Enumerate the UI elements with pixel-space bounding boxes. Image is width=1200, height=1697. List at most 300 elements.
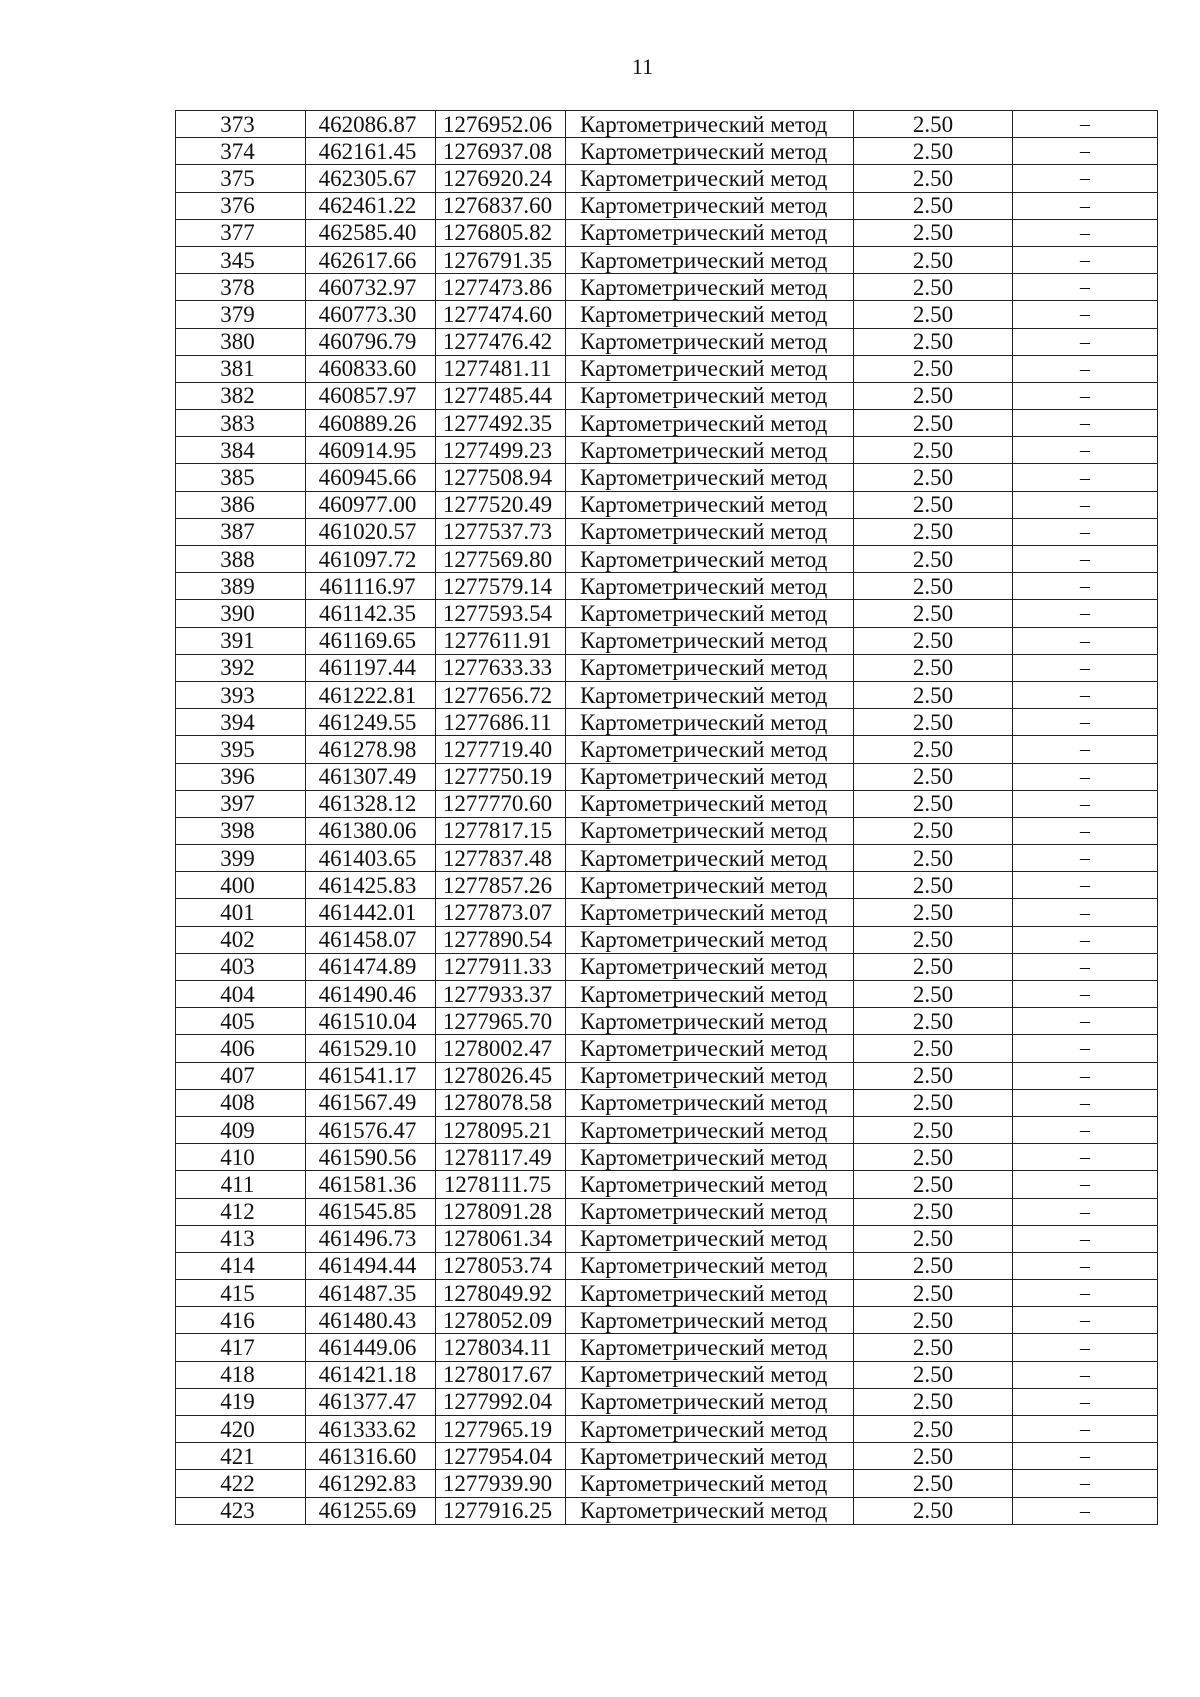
- point-number-cell: 405: [176, 1008, 306, 1035]
- x-coordinate-cell: 461278.98: [306, 736, 436, 763]
- point-number-cell: 414: [176, 1252, 306, 1279]
- point-number-cell: 410: [176, 1144, 306, 1171]
- method-cell: Картометрический метод: [566, 1280, 854, 1307]
- accuracy-cell: 2.50: [854, 817, 1013, 844]
- page-number: 11: [631, 54, 654, 79]
- table-row: [176, 328, 1158, 355]
- description-cell: –: [1013, 654, 1158, 681]
- method-cell: Картометрический метод: [566, 219, 854, 246]
- point-number-cell: 406: [176, 1035, 306, 1062]
- point-number-cell: 380: [176, 328, 306, 355]
- description-cell: –: [1013, 763, 1158, 790]
- table-row: [176, 654, 1158, 681]
- method-cell: Картометрический метод: [566, 437, 854, 464]
- accuracy-cell: 2.50: [854, 899, 1013, 926]
- table-row: [176, 1307, 1158, 1334]
- point-number-cell: 379: [176, 301, 306, 328]
- point-number-cell: 409: [176, 1116, 306, 1143]
- description-cell: –: [1013, 165, 1158, 192]
- method-cell: Картометрический метод: [566, 1416, 854, 1443]
- point-number-cell: 416: [176, 1307, 306, 1334]
- method-cell: Картометрический метод: [566, 1443, 854, 1470]
- accuracy-cell: 2.50: [854, 1416, 1013, 1443]
- table-row: [176, 246, 1158, 273]
- description-cell: –: [1013, 464, 1158, 491]
- x-coordinate-cell: 460732.97: [306, 274, 436, 301]
- point-number-cell: 373: [176, 111, 306, 138]
- point-number-cell: 417: [176, 1334, 306, 1361]
- coordinates-table-container: [175, 110, 1157, 1525]
- description-cell: –: [1013, 1334, 1158, 1361]
- accuracy-cell: 2.50: [854, 274, 1013, 301]
- x-coordinate-cell: 461097.72: [306, 546, 436, 573]
- y-coordinate-cell: 1277965.19: [436, 1416, 566, 1443]
- table-row: [176, 1280, 1158, 1307]
- description-cell: –: [1013, 546, 1158, 573]
- accuracy-cell: 2.50: [854, 681, 1013, 708]
- accuracy-cell: 2.50: [854, 464, 1013, 491]
- x-coordinate-cell: 461490.46: [306, 981, 436, 1008]
- table-row: [176, 274, 1158, 301]
- y-coordinate-cell: 1277890.54: [436, 926, 566, 953]
- description-cell: –: [1013, 736, 1158, 763]
- x-coordinate-cell: 461255.69: [306, 1497, 436, 1524]
- accuracy-cell: 2.50: [854, 1443, 1013, 1470]
- y-coordinate-cell: 1277611.91: [436, 627, 566, 654]
- table-row: [176, 1008, 1158, 1035]
- table-row: [176, 1497, 1158, 1524]
- y-coordinate-cell: 1277474.60: [436, 301, 566, 328]
- y-coordinate-cell: 1277633.33: [436, 654, 566, 681]
- x-coordinate-cell: 461116.97: [306, 573, 436, 600]
- accuracy-cell: 2.50: [854, 1307, 1013, 1334]
- x-coordinate-cell: 461169.65: [306, 627, 436, 654]
- y-coordinate-cell: 1278052.09: [436, 1307, 566, 1334]
- y-coordinate-cell: 1277750.19: [436, 763, 566, 790]
- y-coordinate-cell: 1277954.04: [436, 1443, 566, 1470]
- x-coordinate-cell: 460977.00: [306, 491, 436, 518]
- point-number-cell: 398: [176, 817, 306, 844]
- accuracy-cell: 2.50: [854, 165, 1013, 192]
- y-coordinate-cell: 1277873.07: [436, 899, 566, 926]
- description-cell: –: [1013, 491, 1158, 518]
- description-cell: –: [1013, 328, 1158, 355]
- x-coordinate-cell: 461442.01: [306, 899, 436, 926]
- method-cell: Картометрический метод: [566, 1307, 854, 1334]
- accuracy-cell: 2.50: [854, 872, 1013, 899]
- x-coordinate-cell: 460773.30: [306, 301, 436, 328]
- method-cell: Картометрический метод: [566, 1035, 854, 1062]
- point-number-cell: 408: [176, 1089, 306, 1116]
- table-row: [176, 518, 1158, 545]
- x-coordinate-cell: 461425.83: [306, 872, 436, 899]
- x-coordinate-cell: 461545.85: [306, 1198, 436, 1225]
- description-cell: –: [1013, 1144, 1158, 1171]
- accuracy-cell: 2.50: [854, 1470, 1013, 1497]
- x-coordinate-cell: 461474.89: [306, 953, 436, 980]
- accuracy-cell: 2.50: [854, 790, 1013, 817]
- x-coordinate-cell: 461590.56: [306, 1144, 436, 1171]
- accuracy-cell: 2.50: [854, 328, 1013, 355]
- point-number-cell: 421: [176, 1443, 306, 1470]
- method-cell: Картометрический метод: [566, 1225, 854, 1252]
- description-cell: –: [1013, 1280, 1158, 1307]
- table-row: [176, 1388, 1158, 1415]
- y-coordinate-cell: 1276805.82: [436, 219, 566, 246]
- table-row: [176, 1089, 1158, 1116]
- accuracy-cell: 2.50: [854, 845, 1013, 872]
- table-row: [176, 1062, 1158, 1089]
- table-row: [176, 600, 1158, 627]
- y-coordinate-cell: 1277656.72: [436, 681, 566, 708]
- y-coordinate-cell: 1277817.15: [436, 817, 566, 844]
- table-row: [176, 1443, 1158, 1470]
- description-cell: –: [1013, 138, 1158, 165]
- accuracy-cell: 2.50: [854, 437, 1013, 464]
- point-number-cell: 394: [176, 709, 306, 736]
- point-number-cell: 389: [176, 573, 306, 600]
- method-cell: Картометрический метод: [566, 1497, 854, 1524]
- accuracy-cell: 2.50: [854, 491, 1013, 518]
- description-cell: –: [1013, 627, 1158, 654]
- method-cell: Картометрический метод: [566, 1470, 854, 1497]
- accuracy-cell: 2.50: [854, 355, 1013, 382]
- description-cell: –: [1013, 437, 1158, 464]
- method-cell: Картометрический метод: [566, 1334, 854, 1361]
- y-coordinate-cell: 1276791.35: [436, 246, 566, 273]
- description-cell: –: [1013, 355, 1158, 382]
- x-coordinate-cell: 461380.06: [306, 817, 436, 844]
- table-row: [176, 1361, 1158, 1388]
- method-cell: Картометрический метод: [566, 790, 854, 817]
- point-number-cell: 384: [176, 437, 306, 464]
- point-number-cell: 345: [176, 246, 306, 273]
- x-coordinate-cell: 462585.40: [306, 219, 436, 246]
- table-row: [176, 546, 1158, 573]
- y-coordinate-cell: 1277520.49: [436, 491, 566, 518]
- table-row: [176, 1470, 1158, 1497]
- method-cell: Картометрический метод: [566, 1361, 854, 1388]
- description-cell: –: [1013, 600, 1158, 627]
- method-cell: Картометрический метод: [566, 953, 854, 980]
- method-cell: Картометрический метод: [566, 111, 854, 138]
- accuracy-cell: 2.50: [854, 1388, 1013, 1415]
- accuracy-cell: 2.50: [854, 573, 1013, 600]
- description-cell: –: [1013, 246, 1158, 273]
- method-cell: Картометрический метод: [566, 246, 854, 273]
- point-number-cell: 402: [176, 926, 306, 953]
- point-number-cell: 407: [176, 1062, 306, 1089]
- x-coordinate-cell: 461197.44: [306, 654, 436, 681]
- description-cell: –: [1013, 1388, 1158, 1415]
- y-coordinate-cell: 1278026.45: [436, 1062, 566, 1089]
- table-row: [176, 437, 1158, 464]
- y-coordinate-cell: 1278117.49: [436, 1144, 566, 1171]
- y-coordinate-cell: 1277579.14: [436, 573, 566, 600]
- y-coordinate-cell: 1278078.58: [436, 1089, 566, 1116]
- description-cell: –: [1013, 1443, 1158, 1470]
- method-cell: Картометрический метод: [566, 491, 854, 518]
- x-coordinate-cell: 460914.95: [306, 437, 436, 464]
- point-number-cell: 415: [176, 1280, 306, 1307]
- point-number-cell: 386: [176, 491, 306, 518]
- description-cell: –: [1013, 518, 1158, 545]
- x-coordinate-cell: 461581.36: [306, 1171, 436, 1198]
- table-row: [176, 165, 1158, 192]
- point-number-cell: 375: [176, 165, 306, 192]
- point-number-cell: 423: [176, 1497, 306, 1524]
- accuracy-cell: 2.50: [854, 546, 1013, 573]
- x-coordinate-cell: 460796.79: [306, 328, 436, 355]
- table-row: [176, 111, 1158, 138]
- description-cell: –: [1013, 1035, 1158, 1062]
- method-cell: Картометрический метод: [566, 274, 854, 301]
- accuracy-cell: 2.50: [854, 953, 1013, 980]
- x-coordinate-cell: 461421.18: [306, 1361, 436, 1388]
- table-row: [176, 1334, 1158, 1361]
- accuracy-cell: 2.50: [854, 600, 1013, 627]
- table-row: [176, 845, 1158, 872]
- table-row: [176, 1116, 1158, 1143]
- point-number-cell: 387: [176, 518, 306, 545]
- description-cell: –: [1013, 1116, 1158, 1143]
- accuracy-cell: 2.50: [854, 1280, 1013, 1307]
- point-number-cell: 378: [176, 274, 306, 301]
- description-cell: –: [1013, 1497, 1158, 1524]
- description-cell: –: [1013, 410, 1158, 437]
- description-cell: –: [1013, 681, 1158, 708]
- description-cell: –: [1013, 1307, 1158, 1334]
- accuracy-cell: 2.50: [854, 981, 1013, 1008]
- accuracy-cell: 2.50: [854, 736, 1013, 763]
- table-row: [176, 138, 1158, 165]
- method-cell: Картометрический метод: [566, 600, 854, 627]
- y-coordinate-cell: 1277939.90: [436, 1470, 566, 1497]
- y-coordinate-cell: 1277933.37: [436, 981, 566, 1008]
- description-cell: –: [1013, 926, 1158, 953]
- method-cell: Картометрический метод: [566, 1198, 854, 1225]
- x-coordinate-cell: 461567.49: [306, 1089, 436, 1116]
- y-coordinate-cell: 1277837.48: [436, 845, 566, 872]
- point-number-cell: 377: [176, 219, 306, 246]
- point-number-cell: 419: [176, 1388, 306, 1415]
- point-number-cell: 385: [176, 464, 306, 491]
- y-coordinate-cell: 1277593.54: [436, 600, 566, 627]
- y-coordinate-cell: 1277508.94: [436, 464, 566, 491]
- method-cell: Картометрический метод: [566, 681, 854, 708]
- point-number-cell: 374: [176, 138, 306, 165]
- point-number-cell: 390: [176, 600, 306, 627]
- description-cell: –: [1013, 790, 1158, 817]
- y-coordinate-cell: 1278002.47: [436, 1035, 566, 1062]
- y-coordinate-cell: 1277499.23: [436, 437, 566, 464]
- point-number-cell: 376: [176, 192, 306, 219]
- y-coordinate-cell: 1278049.92: [436, 1280, 566, 1307]
- point-number-cell: 401: [176, 899, 306, 926]
- table-row: [176, 1198, 1158, 1225]
- method-cell: Картометрический метод: [566, 410, 854, 437]
- accuracy-cell: 2.50: [854, 518, 1013, 545]
- point-number-cell: 412: [176, 1198, 306, 1225]
- method-cell: Картометрический метод: [566, 627, 854, 654]
- x-coordinate-cell: 462305.67: [306, 165, 436, 192]
- description-cell: –: [1013, 1361, 1158, 1388]
- accuracy-cell: 2.50: [854, 410, 1013, 437]
- x-coordinate-cell: 461529.10: [306, 1035, 436, 1062]
- description-cell: –: [1013, 573, 1158, 600]
- accuracy-cell: 2.50: [854, 1361, 1013, 1388]
- method-cell: Картометрический метод: [566, 1171, 854, 1198]
- point-number-cell: 397: [176, 790, 306, 817]
- accuracy-cell: 2.50: [854, 219, 1013, 246]
- method-cell: Картометрический метод: [566, 926, 854, 953]
- description-cell: –: [1013, 1089, 1158, 1116]
- description-cell: –: [1013, 817, 1158, 844]
- accuracy-cell: 2.50: [854, 627, 1013, 654]
- y-coordinate-cell: 1277916.25: [436, 1497, 566, 1524]
- table-row: [176, 355, 1158, 382]
- method-cell: Картометрический метод: [566, 763, 854, 790]
- y-coordinate-cell: 1278053.74: [436, 1252, 566, 1279]
- x-coordinate-cell: 461480.43: [306, 1307, 436, 1334]
- accuracy-cell: 2.50: [854, 301, 1013, 328]
- point-number-cell: 391: [176, 627, 306, 654]
- x-coordinate-cell: 462086.87: [306, 111, 436, 138]
- x-coordinate-cell: 461222.81: [306, 681, 436, 708]
- table-row: [176, 1225, 1158, 1252]
- description-cell: –: [1013, 1198, 1158, 1225]
- y-coordinate-cell: 1278034.11: [436, 1334, 566, 1361]
- accuracy-cell: 2.50: [854, 654, 1013, 681]
- table-row: [176, 219, 1158, 246]
- y-coordinate-cell: 1277719.40: [436, 736, 566, 763]
- method-cell: Картометрический метод: [566, 981, 854, 1008]
- point-number-cell: 420: [176, 1416, 306, 1443]
- method-cell: Картометрический метод: [566, 328, 854, 355]
- table-row: [176, 1171, 1158, 1198]
- x-coordinate-cell: 461377.47: [306, 1388, 436, 1415]
- method-cell: Картометрический метод: [566, 1388, 854, 1415]
- table-row: [176, 926, 1158, 953]
- x-coordinate-cell: 462461.22: [306, 192, 436, 219]
- description-cell: –: [1013, 301, 1158, 328]
- y-coordinate-cell: 1277911.33: [436, 953, 566, 980]
- y-coordinate-cell: 1277992.04: [436, 1388, 566, 1415]
- accuracy-cell: 2.50: [854, 138, 1013, 165]
- description-cell: –: [1013, 1416, 1158, 1443]
- method-cell: Картометрический метод: [566, 1008, 854, 1035]
- x-coordinate-cell: 461249.55: [306, 709, 436, 736]
- method-cell: Картометрический метод: [566, 138, 854, 165]
- x-coordinate-cell: 461292.83: [306, 1470, 436, 1497]
- point-number-cell: 413: [176, 1225, 306, 1252]
- table-row: [176, 410, 1158, 437]
- point-number-cell: 382: [176, 382, 306, 409]
- y-coordinate-cell: 1276952.06: [436, 111, 566, 138]
- accuracy-cell: 2.50: [854, 1116, 1013, 1143]
- y-coordinate-cell: 1277569.80: [436, 546, 566, 573]
- description-cell: –: [1013, 382, 1158, 409]
- accuracy-cell: 2.50: [854, 1334, 1013, 1361]
- method-cell: Картометрический метод: [566, 573, 854, 600]
- table-row: [176, 627, 1158, 654]
- description-cell: –: [1013, 1062, 1158, 1089]
- point-number-cell: 422: [176, 1470, 306, 1497]
- point-number-cell: 404: [176, 981, 306, 1008]
- accuracy-cell: 2.50: [854, 1089, 1013, 1116]
- accuracy-cell: 2.50: [854, 926, 1013, 953]
- table-row: [176, 491, 1158, 518]
- method-cell: Картометрический метод: [566, 1252, 854, 1279]
- table-row: [176, 709, 1158, 736]
- description-cell: –: [1013, 1252, 1158, 1279]
- method-cell: Картометрический метод: [566, 1062, 854, 1089]
- description-cell: –: [1013, 111, 1158, 138]
- y-coordinate-cell: 1277686.11: [436, 709, 566, 736]
- point-number-cell: 381: [176, 355, 306, 382]
- table-row: [176, 790, 1158, 817]
- table-row: [176, 953, 1158, 980]
- method-cell: Картометрический метод: [566, 192, 854, 219]
- table-row: [176, 872, 1158, 899]
- accuracy-cell: 2.50: [854, 1035, 1013, 1062]
- point-number-cell: 403: [176, 953, 306, 980]
- accuracy-cell: 2.50: [854, 382, 1013, 409]
- point-number-cell: 393: [176, 681, 306, 708]
- accuracy-cell: 2.50: [854, 1008, 1013, 1035]
- accuracy-cell: 2.50: [854, 709, 1013, 736]
- table-row: [176, 736, 1158, 763]
- method-cell: Картометрический метод: [566, 872, 854, 899]
- y-coordinate-cell: 1277492.35: [436, 410, 566, 437]
- table-row: [176, 464, 1158, 491]
- accuracy-cell: 2.50: [854, 1062, 1013, 1089]
- description-cell: –: [1013, 1470, 1158, 1497]
- x-coordinate-cell: 461576.47: [306, 1116, 436, 1143]
- y-coordinate-cell: 1277537.73: [436, 518, 566, 545]
- point-number-cell: 399: [176, 845, 306, 872]
- y-coordinate-cell: 1277481.11: [436, 355, 566, 382]
- table-row: [176, 981, 1158, 1008]
- x-coordinate-cell: 461403.65: [306, 845, 436, 872]
- accuracy-cell: 2.50: [854, 763, 1013, 790]
- x-coordinate-cell: 461494.44: [306, 1252, 436, 1279]
- description-cell: –: [1013, 845, 1158, 872]
- method-cell: Картометрический метод: [566, 845, 854, 872]
- description-cell: –: [1013, 981, 1158, 1008]
- table-row: [176, 1252, 1158, 1279]
- x-coordinate-cell: 461449.06: [306, 1334, 436, 1361]
- x-coordinate-cell: 461328.12: [306, 790, 436, 817]
- y-coordinate-cell: 1277965.70: [436, 1008, 566, 1035]
- x-coordinate-cell: 462161.45: [306, 138, 436, 165]
- table-row: [176, 1035, 1158, 1062]
- description-cell: –: [1013, 192, 1158, 219]
- description-cell: –: [1013, 1171, 1158, 1198]
- table-row: [176, 899, 1158, 926]
- coordinates-table: [175, 110, 1158, 1525]
- x-coordinate-cell: 460889.26: [306, 410, 436, 437]
- x-coordinate-cell: 462617.66: [306, 246, 436, 273]
- x-coordinate-cell: 461541.17: [306, 1062, 436, 1089]
- point-number-cell: 411: [176, 1171, 306, 1198]
- x-coordinate-cell: 461458.07: [306, 926, 436, 953]
- x-coordinate-cell: 461496.73: [306, 1225, 436, 1252]
- table-row: [176, 573, 1158, 600]
- method-cell: Картометрический метод: [566, 165, 854, 192]
- method-cell: Картометрический метод: [566, 301, 854, 328]
- description-cell: –: [1013, 1225, 1158, 1252]
